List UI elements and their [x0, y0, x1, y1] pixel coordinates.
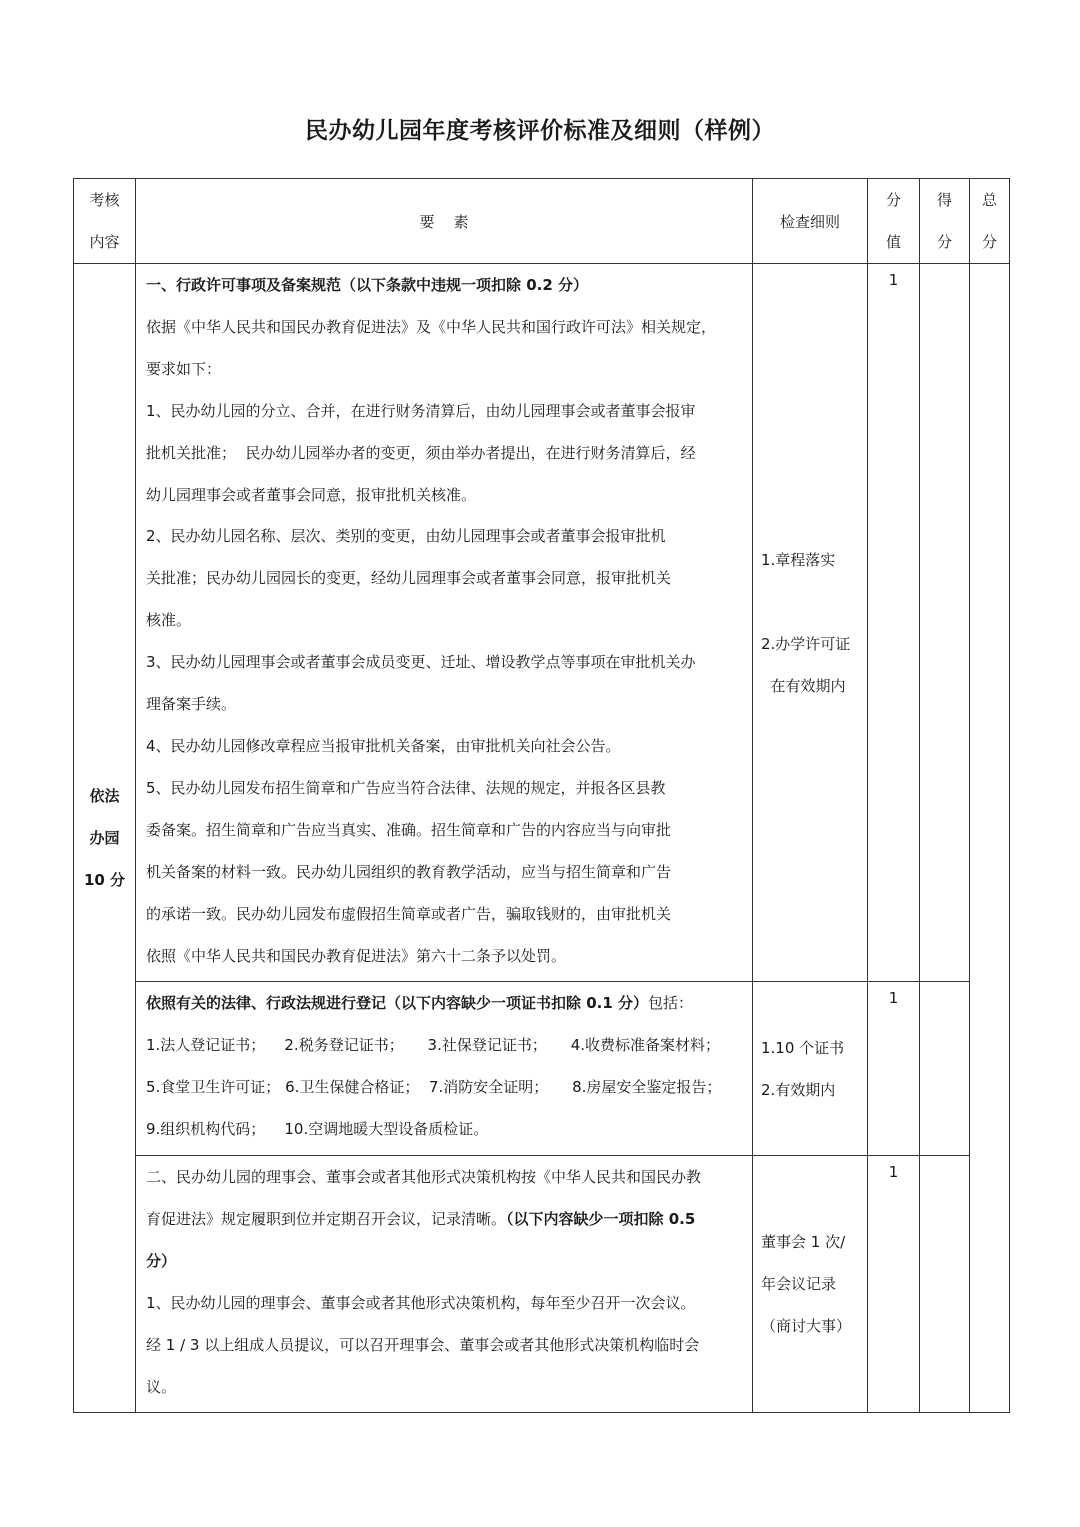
score-cell[interactable] — [920, 1156, 970, 1413]
header-check: 检查细则 — [753, 179, 868, 264]
page-title: 民办幼儿园年度考核评价标准及细则（样例） — [305, 118, 775, 144]
table-header-row — [74, 179, 1010, 264]
points-cell: 1 — [868, 1156, 920, 1413]
score-cell[interactable] — [920, 982, 970, 1156]
points-cell: 1 — [868, 264, 920, 982]
header-total: 总 分 — [970, 179, 1010, 264]
assessment-table — [73, 178, 1010, 1413]
check-cell: 1.10 个证书 2.有效期内 — [753, 982, 868, 1156]
table-row — [74, 1156, 1010, 1413]
check-cell: 董事会 1 次/ 年会议记录 （商讨大事） — [753, 1156, 868, 1413]
points-cell: 1 — [868, 982, 920, 1156]
table-row — [74, 982, 1010, 1156]
elements-cell: 二、民办幼儿园的理事会、董事会或者其他形式决策机构按《中华人民共和国民办教 育促进法》规定履职到位并定期召开会议，记录清晰。（以下内容缺少一项扣除 0.5 分） 1、民办幼儿园的理事会、董事会或者其他形式决策机构，每年至少召开一次会议。 经 1 / 3 以上组成人员提议，可以召开理事会、董事会或者其他形式决策机构临时会 议。 — [136, 1156, 753, 1413]
header-category: 考核 内容 — [74, 179, 136, 264]
category-cell: 依法 办园 10 分 — [74, 264, 136, 1413]
table-row — [74, 264, 1010, 982]
header-points: 分 值 — [868, 179, 920, 264]
score-cell[interactable] — [920, 264, 970, 982]
header-score: 得 分 — [920, 179, 970, 264]
elements-cell: 一、行政许可事项及备案规范（以下条款中违规一项扣除 0.2 分） 依据《中华人民共和国民办教育促进法》及《中华人民共和国行政许可法》相关规定， 要求如下： 1、民办幼儿园的分立、合并，在进行财务清算后，由幼儿园理事会或者董事会报审 批机关批准； 民办幼儿园举办者的变更，须由举办者提出，在进行财务清算后，经 幼儿园理事会或者董事会同意，报审批机关核准。 2、民办幼儿园名称、层次、类别的变更，由幼儿园理事会或者董事会报审批机 关批准；民办幼儿园园长的变更，经幼儿园理事会或者董事会同意，报审批机关 核准。 3、民办幼儿园理事会或者董事会成员变更、迁址、增设教学点等事项在审批机关办 理备案手续。 4、民办幼儿园修改章程应当报审批机关备案，由审批机关向社会公告。 5、民办幼儿园发布招生简章和广告应当符合法律、法规的规定，并报各区县教 委备案。招生简章和广告应当真实、准确。招生简章和广告的内容应当与向审批 机关备案的材料一致。民办幼儿园组织的教育教学活动，应当与招生简章和广告 的承诺一致。民办幼儿园发布虚假招生简章或者广告，骗取钱财的，由审批机关 依照《中华人民共和国民办教育促进法》第六十二条予以处罚。 — [136, 264, 753, 982]
elements-cell: 依照有关的法律、行政法规进行登记（以下内容缺少一项证书扣除 0.1 分）包括： 1.法人登记证书； 2.税务登记证书； 3.社保登记证书； 4.收费标准备案材料； 5.食堂卫生许可证； 6.卫生保健合格证； 7.消防安全证明； 8.房屋安全鉴定报告； 9.组织机构代码； 10.空调地暖大型设备质检证。 — [136, 982, 753, 1156]
total-cell[interactable] — [970, 264, 1010, 1413]
check-cell: 1.章程落实 2.办学许可证 在有效期内 — [753, 264, 868, 982]
header-elements: 要 素 — [136, 179, 753, 264]
